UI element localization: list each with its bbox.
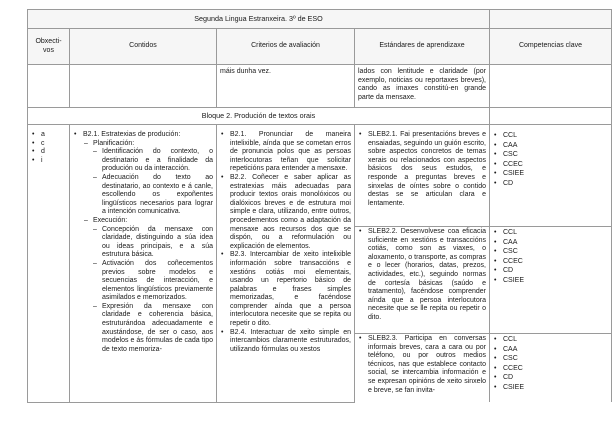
competencia-item: • CSC: [493, 354, 608, 364]
continued-objectives: [28, 65, 70, 108]
estandar-cell: [355, 227, 490, 334]
contidos-item: – Identificación do contexto, o destinatario e a finalidade da produción ou da interacción.: [92, 148, 213, 174]
competencia-item: • CSC: [493, 150, 608, 160]
estandar-item: • SLEB2.3. Participa en conversas informais breves, cara a cara ou por teléfono, ou por outros medios técnicos, nas que establece contacto social, se intercambia información e se expresan opinións de xeito sinxelo e breve, se fan invita-: [358, 335, 486, 395]
competencia-item: • CCL: [493, 228, 608, 238]
continued-estandares: lados con lentitude e claridade (por exemplo, noticias ou reportaxes breves), cando as imaxes constitú-en grande parte da mensaxe.: [355, 65, 490, 108]
competencia-item: • CD: [493, 373, 608, 383]
competencia-item: • CCL: [493, 131, 608, 141]
header-competencias: Competencias clave: [490, 29, 612, 65]
block-empty-cell: [490, 108, 612, 125]
header-estandares: Estándares de aprendizaxe: [355, 29, 490, 65]
competencias-cell: [490, 125, 612, 227]
competencia-item: • CSIEE: [493, 383, 608, 393]
contidos-section-label: – Planificación:: [83, 140, 213, 149]
block-title: Bloque 2. Produción de textos orais: [28, 108, 490, 125]
header-objectives: Obxecti- vos: [28, 29, 70, 65]
estandar-cell: [355, 125, 490, 227]
competencia-item: • CD: [493, 179, 608, 189]
competencia-item: • CAA: [493, 238, 608, 248]
competencias-list: [493, 131, 608, 189]
contidos-main: • B2.1. Estratexias de produción: – Planificación: – Identificación do contexto, o destinatario e a finalidade da produción ou da interacción. – Adecuación do texto ao destinatario, ao contexto e á canle, escollendo os expoñentes lingüísticos necesarios para lograr a intención comunicativa. – Execución: – Concepción da mensaxe con claridade, distinguindo a súa idea ou ideas principais, e a súa estrutura básica. – Activación dos coñecementos previos sobre modelos e secuencias de interacción, e elementos lingüísticos previamente asimilados e memorizados. – Expresión da mensaxe con claridade e coherencia básica, estruturándoa adecuadamente e axustándose, de ser o caso, aos modelos e ás fórmulas de cada tipo de texto memoriza-: [73, 131, 213, 354]
continued-criterios: máis dunha vez.: [217, 65, 355, 108]
competencia-item: • CCL: [493, 335, 608, 345]
competencia-item: • CCEC: [493, 160, 608, 170]
contidos-item: – Adecuación do texto ao destinatario, ao contexto e á canle, escollendo os expoñentes lingüísticos necesarios para lograr a intención comunicativa.: [92, 174, 213, 217]
contidos-section-label: – Execución:: [83, 217, 213, 226]
objectives-cell: [28, 125, 70, 403]
competencias-cell: [490, 334, 612, 403]
curriculum-table: [27, 9, 612, 403]
criterio-item: • B2.2. Coñecer e saber aplicar as estratexias máis adecuadas para producir textos orais monolóxicos ou dialóxicos breves e de estrutura moi simple e clara, utilizando, entre outros, procedementos como a adaptación da mensaxe aos recursos dos que se dispón, ou a reformulación ou explicación de elementos.: [220, 174, 351, 251]
competencia-item: • CSC: [493, 247, 608, 257]
contidos-cell: [70, 125, 217, 403]
criterio-item: • B2.4. Interactuar de xeito simple en intercambios claramente estruturados, utilizando fórmulas ou xestos: [220, 329, 351, 355]
competencia-item: • CCEC: [493, 257, 608, 267]
competencias-list: [493, 335, 608, 393]
competencias-list: [493, 228, 608, 286]
competencia-item: • CCEC: [493, 364, 608, 374]
estandar-item: • SLEB2.1. Fai presentacións breves e ensaiadas, seguindo un guión escrito, sobre aspectos concretos de temas xerais ou relacionados con aspectos básicos dos seus estudos, e responde a preguntas breves e sinxelas de oíntes sobre o contido destas se se articulan clara e lentamente.: [358, 131, 486, 208]
competencia-item: • CAA: [493, 141, 608, 151]
competencia-item: • CSIEE: [493, 276, 608, 286]
criterio-item: • B2.3. Intercambiar de xeito intelixible información sobre transaccións e xestións cotiás moi elementais, usando un repertorio básico de palabras e frases simples memorizadas, e facéndose comprender aínda que a persoa interlocutora necesite que se repita ou repetir o dito.: [220, 251, 351, 328]
objective-item: • c: [31, 140, 66, 149]
header-contidos: Contidos: [70, 29, 217, 65]
table-title: Segunda Lingua Estranxeira. 3º de ESO: [28, 10, 490, 29]
competencia-item: • CD: [493, 266, 608, 276]
estandar-cell: [355, 334, 490, 403]
criterio-item: • B2.1. Pronunciar de maneira intelixible, aínda que se cometan erros de pronuncia polos que as persoas interlocutoras teñan que solicitar repeticións para entender a mensaxe.: [220, 131, 351, 174]
continued-contidos: [70, 65, 217, 108]
continued-competencias: [490, 65, 612, 108]
objectives-list: [31, 131, 66, 165]
estandar-item: • SLEB2.2. Desenvolvese coa eficacia suficiente en xestións e transaccións cotiás, como son as viaxes, o aloxamento, o transporte, as compras e o lecer (horarios, datas, prezos, actividades, etc.), seguindo normas de cortesía básicas (saúdo e tratamento), facéndose comprender aínda que a persoa interlocutora necesite que se lle repita ou repetir o dito.: [358, 228, 486, 323]
objective-item: • a: [31, 131, 66, 140]
title-empty-cell: [490, 10, 612, 29]
contidos-item: – Expresión da mensaxe con claridade e coherencia básica, estruturándoa adecuadamente e axustándose, de ser o caso, aos modelos e ás fórmulas de cada tipo de texto memoriza-: [92, 303, 213, 355]
competencia-item: • CSIEE: [493, 169, 608, 179]
competencias-cell: [490, 227, 612, 334]
contidos-item: – Concepción da mensaxe con claridade, distinguindo a súa idea ou ideas principais, e a súa estrutura básica.: [92, 226, 213, 260]
competencia-item: • CAA: [493, 345, 608, 355]
header-criterios: Criterios de avaliación: [217, 29, 355, 65]
contidos-item: – Activación dos coñecementos previos sobre modelos e secuencias de interacción, e elementos lingüísticos previamente asimilados e memorizados.: [92, 260, 213, 303]
objective-item: • d: [31, 148, 66, 157]
criterios-cell: [217, 125, 355, 403]
objective-item: • i: [31, 157, 66, 166]
